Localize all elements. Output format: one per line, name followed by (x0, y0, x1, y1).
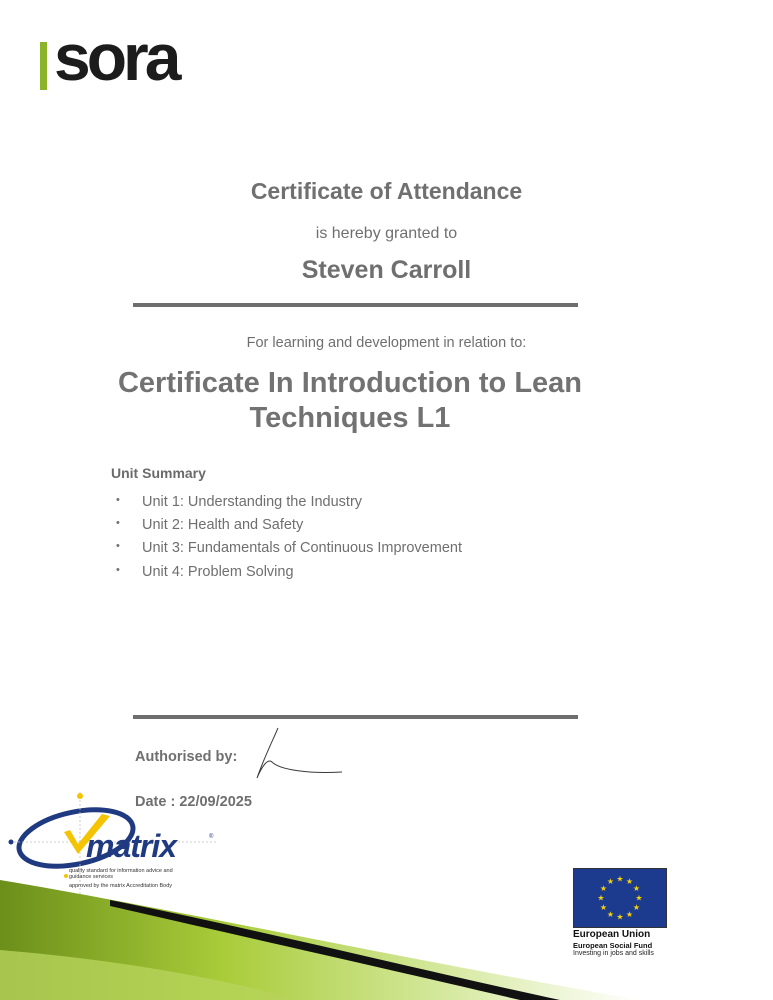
eu-stars-icon (574, 869, 666, 927)
unit-label: Unit 4: Problem Solving (142, 563, 294, 580)
eu-star-icon: ★ (625, 910, 634, 919)
date-text: Date : 22/09/2025 (135, 794, 252, 810)
eu-star-icon: ★ (635, 893, 643, 903)
bullet-icon: • (116, 563, 120, 576)
eu-flag (573, 868, 667, 928)
eu-star-icon: ★ (632, 903, 641, 912)
eu-star-icon: ★ (632, 884, 641, 893)
list-item (111, 564, 462, 587)
sora-logo (40, 20, 220, 94)
logo-wordmark: sora (54, 20, 178, 94)
eu-star-icon: ★ (616, 874, 624, 884)
divider-top (133, 303, 578, 307)
unit-summary-heading: Unit Summary (111, 465, 206, 481)
unit-list (111, 494, 462, 587)
unit-label: Unit 3: Fundamentals of Continuous Improvement (142, 540, 462, 557)
bullet-icon: • (116, 494, 120, 506)
eu-star-icon: ★ (597, 893, 605, 903)
bullet-icon: • (116, 540, 120, 553)
certificate-title: Certificate of Attendance (250, 178, 523, 204)
eu-star-icon: ★ (599, 884, 608, 893)
unit-label: Unit 2: Health and Safety (142, 517, 304, 534)
eu-star-icon: ★ (599, 903, 608, 912)
course-title-line-2: Techniques L1 (249, 402, 451, 434)
course-title (60, 366, 640, 436)
eu-tagline: Investing in jobs and skills (573, 950, 654, 957)
list-item (111, 494, 462, 517)
bullet-icon: • (116, 517, 120, 530)
divider-bottom (133, 715, 578, 719)
for-learning-text: For learning and development in relation to: (246, 335, 527, 351)
recipient-name: Steven Carroll (301, 256, 472, 284)
course-title-line-1: Certificate In Introduction to Lean (117, 367, 582, 399)
eu-title: European Union (573, 929, 651, 940)
matrix-wordmark: matrix (86, 828, 177, 864)
eu-star-icon: ★ (606, 877, 615, 886)
matrix-approved-text: approved by the matrix Accreditation Body (69, 883, 173, 889)
authorised-by-label: Authorised by: (135, 749, 238, 765)
registered-mark: ® (209, 834, 214, 840)
signature-image (250, 722, 350, 784)
list-item (111, 517, 462, 540)
eu-star-icon: ★ (606, 910, 615, 919)
logo-accent-bar (40, 42, 47, 90)
eu-logo (573, 868, 667, 963)
unit-label: Unit 1: Understanding the Industry (142, 494, 363, 510)
eu-fund: European Social Fund (573, 941, 653, 950)
matrix-tagline: quality standard for information advice and guidance services (69, 868, 173, 880)
granted-text: is hereby granted to (315, 225, 458, 242)
eu-star-icon: ★ (625, 877, 634, 886)
list-item (111, 540, 462, 563)
eu-star-icon: ★ (616, 912, 624, 922)
